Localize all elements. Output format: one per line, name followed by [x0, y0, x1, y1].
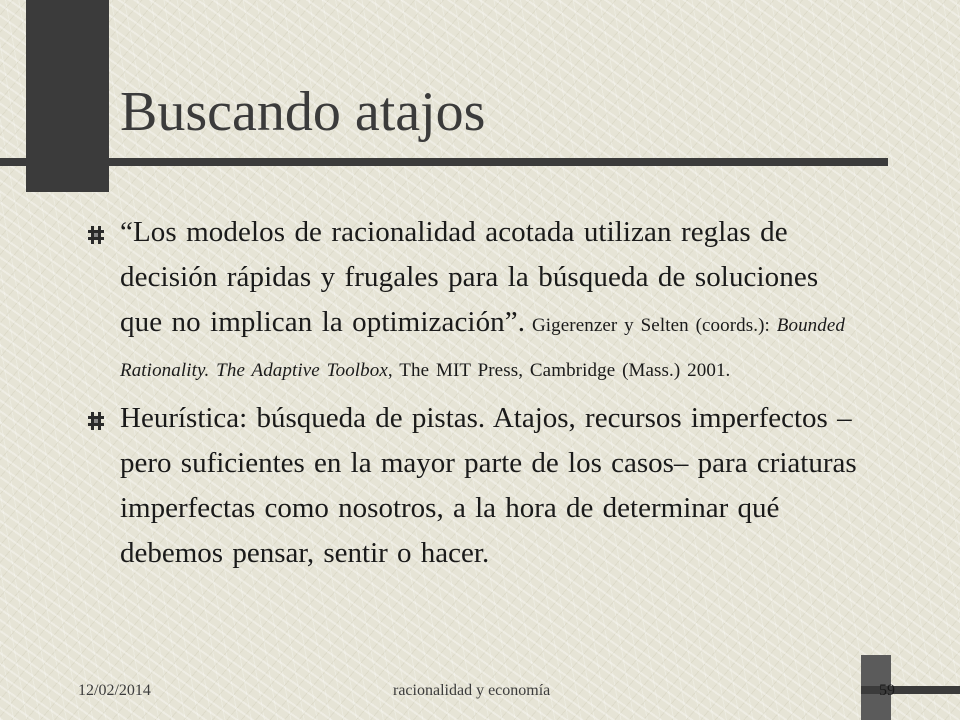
- slide-body: [88, 210, 868, 576]
- decorative-footer-rule: [861, 686, 960, 694]
- footer-title: racionalidad y economía: [393, 682, 551, 699]
- footer-date: 12/02/2014: [78, 682, 151, 699]
- bullet-hash-icon: [88, 226, 104, 244]
- citation-book-title: Bounded Rationality. The Adaptive Toolbox: [120, 315, 846, 381]
- bullet-hash-icon: [88, 412, 104, 430]
- bullet-item-quote: [88, 210, 868, 390]
- page-number: 59: [879, 682, 895, 699]
- bullet-item-heuristica: [88, 396, 868, 576]
- slide-title: Buscando atajos: [120, 81, 486, 143]
- citation-publisher: , The MIT Press, Cambridge (Mass.) 2001.: [387, 360, 731, 381]
- decorative-title-rule: [0, 158, 888, 166]
- citation-authors: Gigerenzer y Selten (coords.):: [525, 315, 777, 336]
- bullet-heuristica-text: Heurística: búsqueda de pistas. Atajos, recursos imperfectos –pero suficientes en la mayor parte de los casos– para criaturas imperfectas como nosotros, a la hora de determinar qué debemos pensar, sentir o hacer.: [120, 402, 857, 569]
- bullet-quote-text: “Los modelos de racionalidad acotada utilizan reglas de decisión rápidas y frugales para la búsqueda de soluciones que no implican la optimización”.: [120, 216, 819, 338]
